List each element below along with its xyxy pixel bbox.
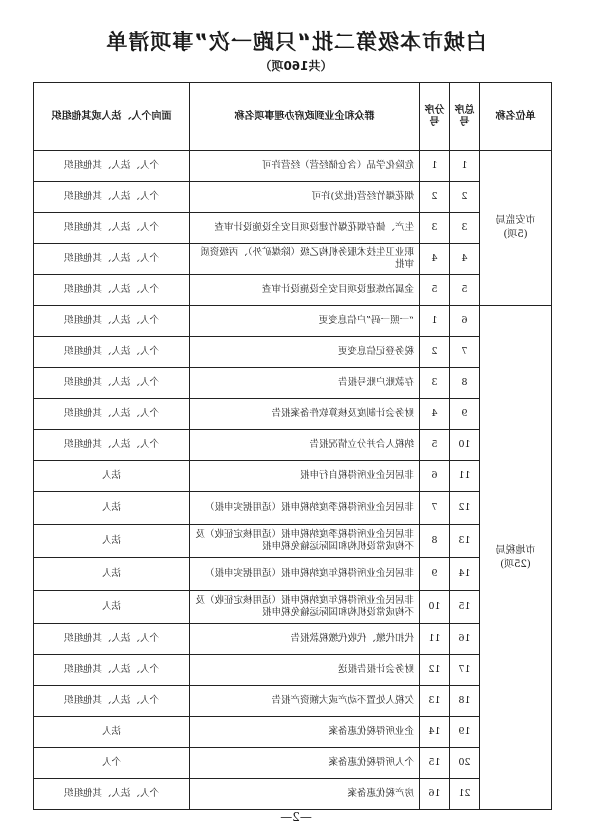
sub-number: 4 (420, 399, 450, 430)
item-name: 企业所得税优惠备案 (190, 717, 420, 748)
target-audience: 个人、法人、其他组织 (34, 399, 190, 430)
item-name: 非居民企业所得税自行申报 (190, 461, 420, 492)
table-row (34, 779, 552, 810)
target-audience: 个人、法人、其他组织 (34, 655, 190, 686)
total-number: 6 (450, 306, 480, 337)
header-unit: 单位名称 (480, 83, 552, 151)
unit-count: (5项) (503, 229, 528, 240)
total-number: 3 (450, 213, 480, 244)
item-name: “一照一码”户信息变更 (190, 306, 420, 337)
target-audience: 个人、法人、其他组织 (34, 430, 190, 461)
total-number: 9 (450, 399, 480, 430)
items-table (33, 82, 552, 810)
item-name: 危险化学品（含仓储经营）经营许可 (190, 151, 420, 182)
target-audience: 个人、法人、其他组织 (34, 337, 190, 368)
total-number: 14 (450, 558, 480, 591)
table-row (34, 151, 552, 182)
item-name: 个人所得税优惠备案 (190, 748, 420, 779)
unit-cell-tax-bureau (480, 306, 552, 810)
total-number: 21 (450, 779, 480, 810)
sub-number: 9 (420, 558, 450, 591)
table-row (34, 306, 552, 337)
total-number: 17 (450, 655, 480, 686)
table-row (34, 430, 552, 461)
sub-number: 5 (420, 430, 450, 461)
table-row (34, 748, 552, 779)
total-number: 2 (450, 182, 480, 213)
target-audience: 法人 (34, 525, 190, 558)
item-name: 代扣代缴、代收代缴税款报告 (190, 624, 420, 655)
document-title: 白城市本级第二批“只跑一次”事项清单 (105, 30, 487, 54)
header-item-name: 群众和企业到政府办理事项名称 (190, 83, 420, 151)
total-number: 15 (450, 591, 480, 624)
table-row (34, 717, 552, 748)
table-row (34, 213, 552, 244)
unit-count: (25项) (500, 558, 531, 570)
target-audience: 个人、法人、其他组织 (34, 151, 190, 182)
document-subtitle: （共160项） (259, 59, 333, 73)
table-row (34, 368, 552, 399)
unit-name: 市安监局 (495, 215, 536, 226)
item-name: 欠税人处置不动产或大额资产报告 (190, 686, 420, 717)
table-row (34, 624, 552, 655)
target-audience: 个人、法人、其他组织 (34, 624, 190, 655)
sub-number: 14 (420, 717, 450, 748)
sub-number: 7 (420, 492, 450, 525)
item-name: 非居民企业所得税季度纳税申报（适用据实申报） (190, 492, 420, 525)
total-number: 4 (450, 244, 480, 275)
sub-number: 15 (420, 748, 450, 779)
sub-number: 6 (420, 461, 450, 492)
total-number: 18 (450, 686, 480, 717)
total-number: 20 (450, 748, 480, 779)
item-name: 非居民企业所得税季度纳税申报（适用核定征收）及不构成常设机构和国际运输免税申报 (190, 525, 420, 558)
target-audience: 法人 (34, 492, 190, 525)
target-audience: 个人、法人、其他组织 (34, 306, 190, 337)
target-audience: 个人、法人、其他组织 (34, 182, 190, 213)
table-row (34, 686, 552, 717)
sub-number: 10 (420, 591, 450, 624)
target-audience: 法人 (34, 558, 190, 591)
sub-number: 2 (420, 182, 450, 213)
page-number: —2— (280, 810, 312, 824)
target-audience: 个人、法人、其他组织 (34, 275, 190, 306)
header-target: 面向个人、法人或其他组织 (34, 83, 190, 151)
target-audience: 个人、法人、其他组织 (34, 213, 190, 244)
sub-number: 3 (420, 368, 450, 399)
sub-number: 4 (420, 244, 450, 275)
item-name: 财务会计报告报送 (190, 655, 420, 686)
sub-number: 3 (420, 213, 450, 244)
target-audience: 个人、法人、其他组织 (34, 686, 190, 717)
table-row (34, 399, 552, 430)
total-number: 10 (450, 430, 480, 461)
item-name: 纳税人合并分立情况报告 (190, 430, 420, 461)
sub-number: 2 (420, 337, 450, 368)
sub-number: 8 (420, 525, 450, 558)
item-name: 职业卫生技术服务机构乙级（除煤矿外）、丙级资质审批 (190, 244, 420, 275)
table-header-row (34, 83, 552, 151)
item-name: 房产税优惠备案 (190, 779, 420, 810)
sub-number: 13 (420, 686, 450, 717)
item-name: 非居民企业所得税年度纳税申报（适用据实申报） (190, 558, 420, 591)
total-number: 12 (450, 492, 480, 525)
item-name: 生产、储存烟花爆竹建设项目安全设施设计审查 (190, 213, 420, 244)
table-row (34, 275, 552, 306)
target-audience: 个人、法人、其他组织 (34, 368, 190, 399)
header-sub-number: 分序号 (420, 83, 450, 151)
table-row (34, 244, 552, 275)
target-audience: 法人 (34, 461, 190, 492)
unit-name: 市地税局 (495, 544, 536, 556)
item-name: 非居民企业所得税年度纳税申报（适用核定征收）及不构成常设机构和国际运输免税申报 (190, 591, 420, 624)
table-row (34, 655, 552, 686)
item-name: 存款账户账号报告 (190, 368, 420, 399)
sub-number: 1 (420, 151, 450, 182)
table-row (34, 525, 552, 558)
table-row (34, 182, 552, 213)
sub-number: 11 (420, 624, 450, 655)
total-number: 16 (450, 624, 480, 655)
target-audience: 个人 (34, 748, 190, 779)
total-number: 1 (450, 151, 480, 182)
total-number: 13 (450, 525, 480, 558)
header-total-number: 总序号 (450, 83, 480, 151)
target-audience: 法人 (34, 591, 190, 624)
item-name: 金属冶炼建设项目安全设施设计审查 (190, 275, 420, 306)
item-name: 烟花爆竹经营(批发)许可 (190, 182, 420, 213)
unit-cell-safety-bureau (480, 151, 552, 306)
table-row (34, 591, 552, 624)
table-row (34, 558, 552, 591)
sub-number: 5 (420, 275, 450, 306)
table-row (34, 492, 552, 525)
target-audience: 个人、法人、其他组织 (34, 779, 190, 810)
total-number: 8 (450, 368, 480, 399)
total-number: 5 (450, 275, 480, 306)
item-name: 税务登记信息变更 (190, 337, 420, 368)
sub-number: 16 (420, 779, 450, 810)
sub-number: 12 (420, 655, 450, 686)
total-number: 7 (450, 337, 480, 368)
table-row (34, 461, 552, 492)
total-number: 11 (450, 461, 480, 492)
target-audience: 个人、法人、其他组织 (34, 244, 190, 275)
target-audience: 法人 (34, 717, 190, 748)
table-row (34, 337, 552, 368)
total-number: 19 (450, 717, 480, 748)
sub-number: 1 (420, 306, 450, 337)
item-name: 财务会计制度及核算软件备案报告 (190, 399, 420, 430)
